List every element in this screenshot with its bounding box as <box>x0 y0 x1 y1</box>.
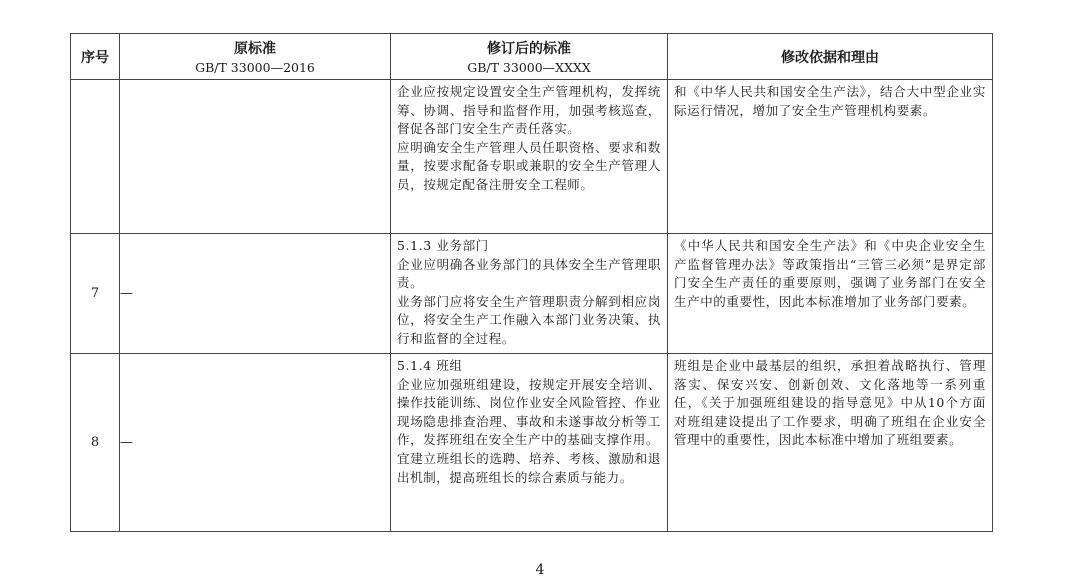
header-original-standard <box>120 34 391 80</box>
reason-paragraph: 和《中华人民共和国安全生产法》，结合大中型企业实际运行情况，增加了安全生产管理机构要素。 <box>674 84 986 118</box>
revised-paragraph: 企业应按规定设置安全生产管理机构，发挥统筹、协调、指导和监督作用，加强考核巡查，督促各部门安全生产责任落实。 <box>397 84 661 137</box>
table-row <box>71 234 993 354</box>
row-original <box>120 80 391 234</box>
reason-paragraph: 班组是企业中最基层的组织，承担着战略执行、管理落实、保安兴安、创新创效、文化落地等一系列重任，《关于加强班组建设的指导意见》中从10个方面对班组建设提出了工作要求，明确了班组在企业安全管理中的重要性，因此本标准中增加了班组要素。 <box>674 358 986 448</box>
revision-comparison-table <box>70 33 993 532</box>
row-revised <box>391 234 668 354</box>
header-revised-code: GB/T 33000—XXXX <box>467 60 591 75</box>
header-original-title: 原标准 <box>234 41 276 57</box>
section-heading: 5.1.3 业务部门 <box>397 238 489 253</box>
page-number: 4 <box>535 562 545 578</box>
row-number: 8 <box>71 354 120 532</box>
revised-paragraph: 业务部门应将安全生产管理职责分解到相应岗位，将安全生产工作融入本部门业务决策、执行和监督的全过程。 <box>397 293 661 346</box>
revised-paragraph: 应明确安全生产管理人员任职资格、要求和数量，按要求配备专职或兼职的安全生产管理人员，按规定配备注册安全工程师。 <box>397 139 661 192</box>
row-reason <box>668 234 993 354</box>
revised-paragraph: 宜建立班组长的选聘、培养、考核、激励和退出机制，提高班组长的综合素质与能力。 <box>397 450 661 485</box>
row-original: — <box>120 354 391 532</box>
revised-paragraph: 企业应明确各业务部门的具体安全生产管理职责。 <box>397 256 661 291</box>
table-header-row <box>71 34 993 80</box>
row-revised <box>391 354 668 532</box>
table-row <box>71 354 993 532</box>
revised-paragraph: 企业应加强班组建设，按规定开展安全培训、操作技能训练、岗位作业安全风险管控、作业现场隐患排查治理、事故和未遂事故分析等工作，发挥班组在安全生产中的基础支撑作用。 <box>397 376 661 448</box>
header-original-code: GB/T 33000—2016 <box>195 60 315 75</box>
table-row <box>71 80 993 234</box>
reason-paragraph: 《中华人民共和国安全生产法》和《中央企业安全生产监督管理办法》等政策指出“三管三必须”是界定部门安全生产责任的重要原则，强调了业务部门在安全生产中的重要性，因此本标准增加了业务部门要素。 <box>674 238 986 309</box>
header-revised-standard <box>391 34 668 80</box>
header-seq: 序号 <box>71 34 120 80</box>
row-number: 7 <box>71 234 120 354</box>
header-reason: 修改依据和理由 <box>668 34 993 80</box>
row-original: — <box>120 234 391 354</box>
section-heading: 5.1.4 班组 <box>397 358 463 373</box>
row-reason <box>668 80 993 234</box>
row-number <box>71 80 120 234</box>
header-revised-title: 修订后的标准 <box>487 41 571 57</box>
row-reason <box>668 354 993 532</box>
row-revised <box>391 80 668 234</box>
